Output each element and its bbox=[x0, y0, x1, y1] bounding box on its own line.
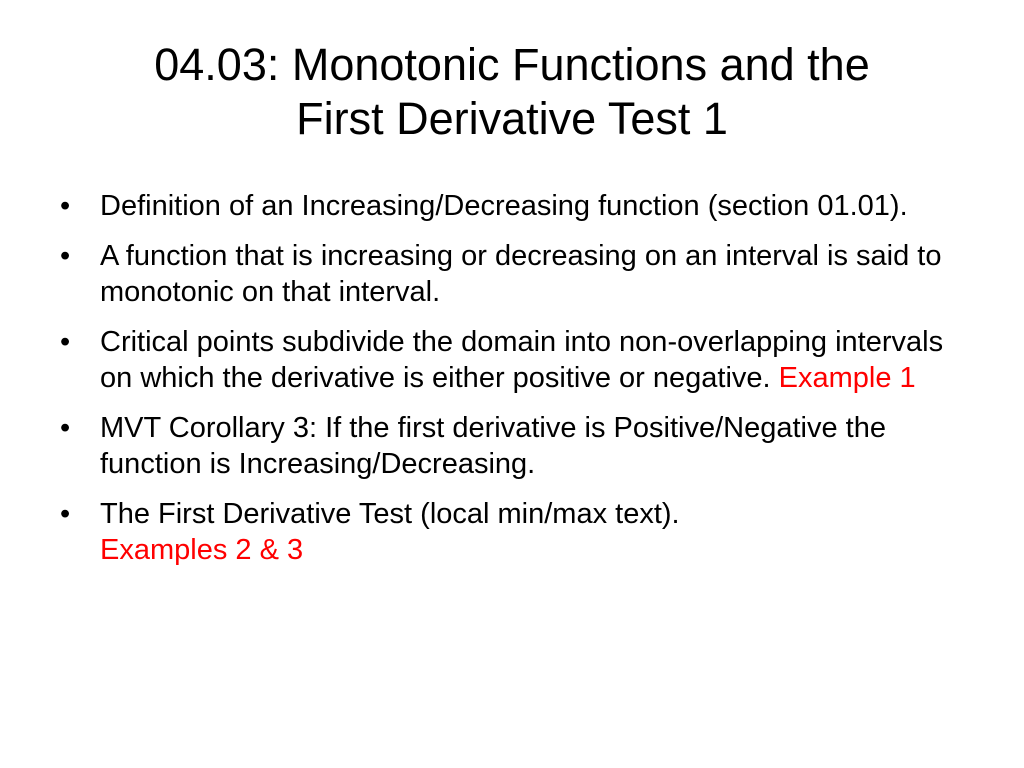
bullet-text: Definition of an Increasing/Decreasing function (section 01.01). bbox=[100, 190, 908, 222]
bullet-item-first-derivative-test bbox=[60, 496, 960, 568]
bullet-list bbox=[60, 188, 960, 582]
bullet-marker: • bbox=[60, 412, 71, 444]
bullet-marker: • bbox=[60, 498, 71, 530]
bullet-text: Critical points subdivide the domain into non-overlapping intervals on which the derivative is either positive or negative. bbox=[100, 326, 944, 394]
bullet-item-critical-points bbox=[60, 324, 960, 396]
example-1-link[interactable]: Example 1 bbox=[778, 362, 916, 394]
bullet-marker: • bbox=[60, 190, 71, 222]
bullet-marker: • bbox=[60, 326, 71, 358]
bullet-item-mvt-corollary bbox=[60, 410, 960, 482]
bullet-item-increasing-definition bbox=[60, 188, 960, 224]
examples-2-and-3-link[interactable]: Examples 2 & 3 bbox=[100, 534, 304, 566]
title-line-2: First Derivative Test 1 bbox=[296, 93, 728, 144]
title-line-1: 04.03: Monotonic Functions and the bbox=[154, 39, 870, 90]
bullet-marker: • bbox=[60, 240, 71, 272]
bullet-text: The First Derivative Test (local min/max text). bbox=[100, 498, 680, 530]
slide-title bbox=[40, 38, 984, 146]
bullet-item-monotonic bbox=[60, 238, 960, 310]
bullet-text: A function that is increasing or decreasing on an interval is said to monotonic on that interval. bbox=[100, 240, 942, 308]
bullet-text: MVT Corollary 3: If the first derivative is Positive/Negative the function is Increasing/Decreasing. bbox=[100, 412, 886, 480]
